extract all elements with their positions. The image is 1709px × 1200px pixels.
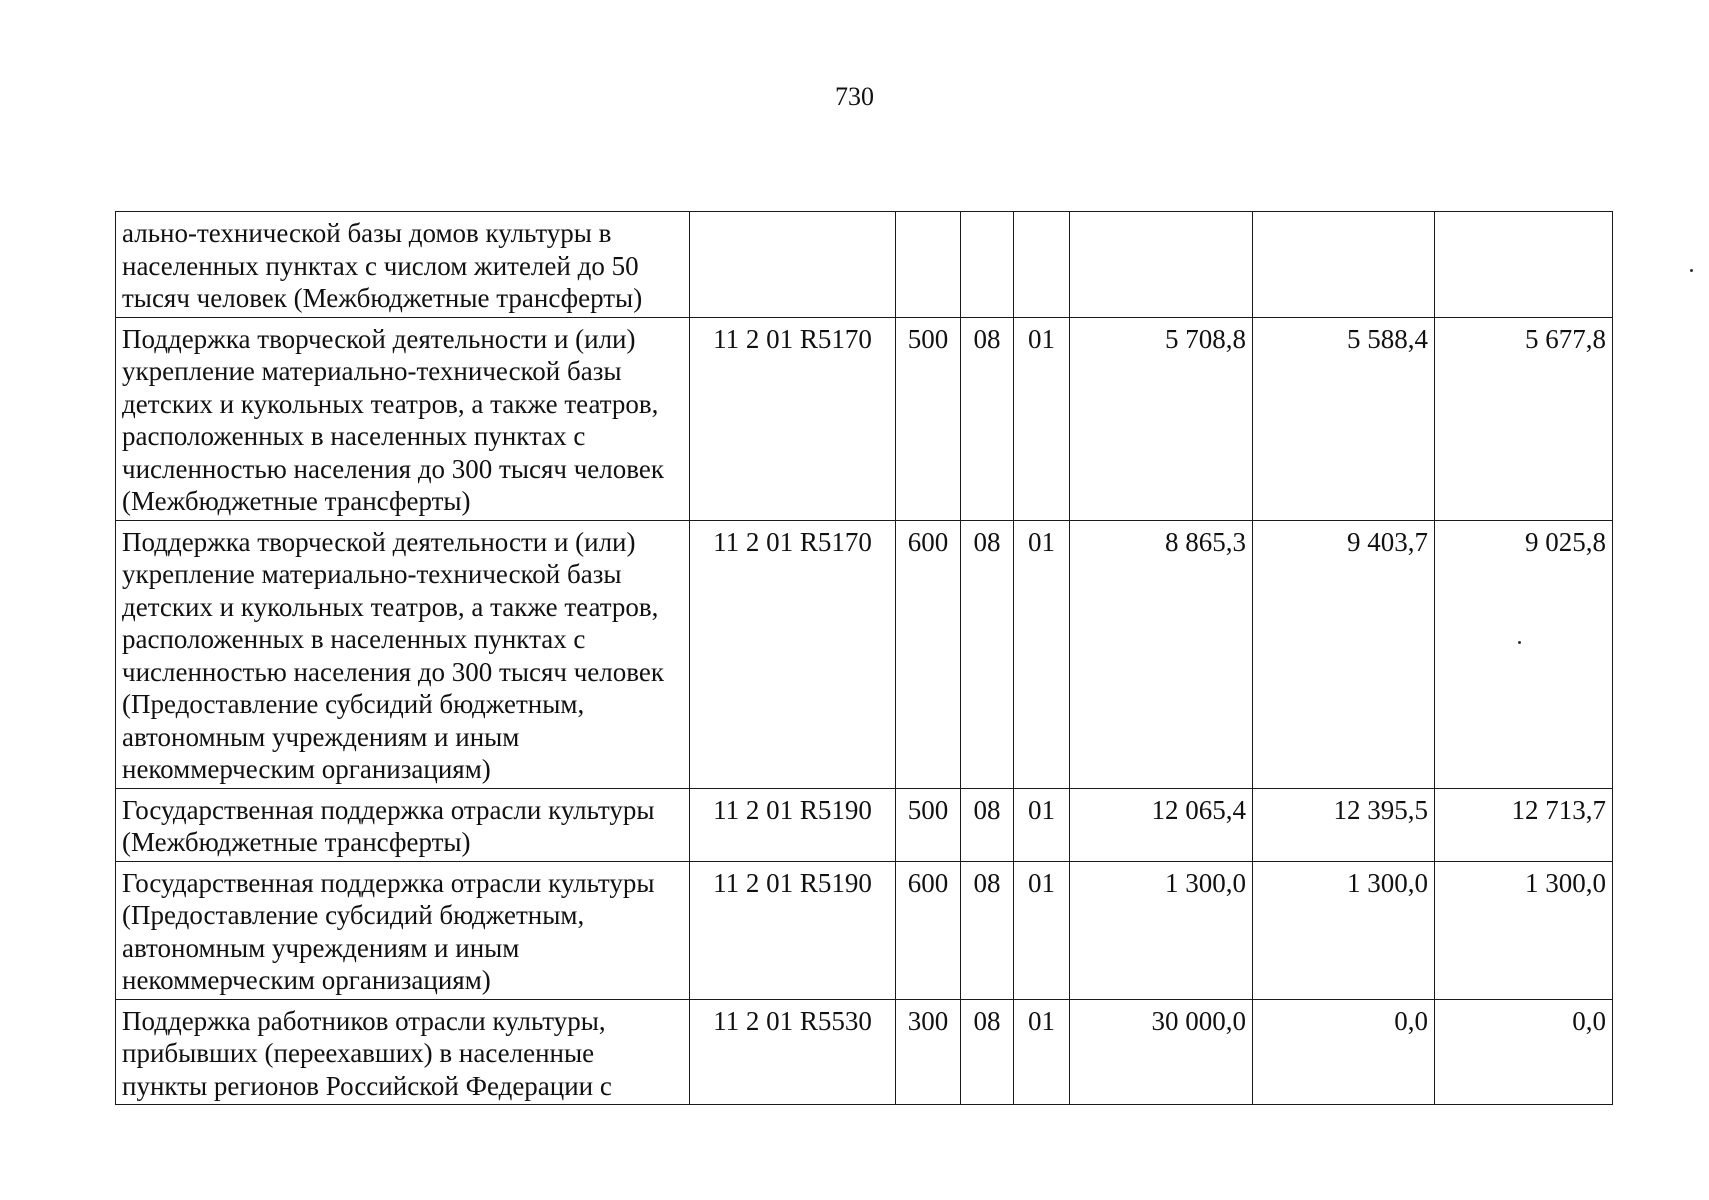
- table-row: [116, 212, 1613, 318]
- cell-amount-year1: 12 065,4: [1070, 788, 1253, 861]
- cell-section: 08: [961, 861, 1014, 999]
- cell-section: 08: [961, 788, 1014, 861]
- cell-amount-year1: 30 000,0: [1070, 999, 1253, 1105]
- cell-expense-type: 600: [896, 861, 961, 999]
- cell-target-article: 11 2 01 R5170: [690, 520, 896, 788]
- scan-speck: [1518, 641, 1521, 644]
- cell-target-article: 11 2 01 R5530: [690, 999, 896, 1105]
- cell-description: Поддержка творческой деятельности и (или) укрепление материально-технической базы детских и кукольных театров, а также театров, расположенных в населенных пунктах с численностью населения до 300 тысяч человек (Предоставление субсидий бюджетным, автономным учреждениям и иным некоммерческим организациям): [116, 520, 690, 788]
- cell-amount-year3: 9 025,8: [1435, 520, 1613, 788]
- cell-subsection: [1014, 212, 1070, 318]
- table-row: [116, 317, 1613, 520]
- table-row: [116, 861, 1613, 999]
- cell-amount-year3: 0,0: [1435, 999, 1613, 1105]
- table-row: [116, 788, 1613, 861]
- cell-amount-year1: 5 708,8: [1070, 317, 1253, 520]
- cell-target-article: 11 2 01 R5190: [690, 861, 896, 999]
- cell-target-article: [690, 212, 896, 318]
- cell-amount-year2: 1 300,0: [1253, 861, 1435, 999]
- cell-expense-type: 500: [896, 317, 961, 520]
- cell-subsection: 01: [1014, 317, 1070, 520]
- cell-expense-type: 300: [896, 999, 961, 1105]
- cell-amount-year3: 12 713,7: [1435, 788, 1613, 861]
- cell-section: 08: [961, 520, 1014, 788]
- cell-subsection: 01: [1014, 861, 1070, 999]
- scan-speck: [1690, 269, 1693, 272]
- table-row: [116, 999, 1613, 1105]
- table-row: [116, 520, 1613, 788]
- cell-description: Государственная поддержка отрасли культуры (Межбюджетные трансферты): [116, 788, 690, 861]
- cell-amount-year3: 5 677,8: [1435, 317, 1613, 520]
- cell-amount-year2: 5 588,4: [1253, 317, 1435, 520]
- cell-target-article: 11 2 01 R5190: [690, 788, 896, 861]
- page-number: 730: [835, 82, 874, 111]
- cell-amount-year2: 9 403,7: [1253, 520, 1435, 788]
- cell-section: 08: [961, 317, 1014, 520]
- cell-subsection: 01: [1014, 999, 1070, 1105]
- cell-amount-year1: 8 865,3: [1070, 520, 1253, 788]
- cell-expense-type: [896, 212, 961, 318]
- cell-amount-year2: 0,0: [1253, 999, 1435, 1105]
- budget-table: [115, 211, 1613, 1105]
- cell-target-article: 11 2 01 R5170: [690, 317, 896, 520]
- cell-amount-year3: [1435, 212, 1613, 318]
- cell-amount-year1: 1 300,0: [1070, 861, 1253, 999]
- cell-subsection: 01: [1014, 788, 1070, 861]
- cell-description: Государственная поддержка отрасли культуры (Предоставление субсидий бюджетным, автономным учреждениям и иным некоммерческим организациям): [116, 861, 690, 999]
- cell-section: 08: [961, 999, 1014, 1105]
- cell-section: [961, 212, 1014, 318]
- cell-description: ально-технической базы домов культуры в населенных пунктах с числом жителей до 50 тысяч человек (Межбюджетные трансферты): [116, 212, 690, 318]
- cell-expense-type: 500: [896, 788, 961, 861]
- cell-amount-year1: [1070, 212, 1253, 318]
- table-body: [116, 212, 1613, 1105]
- cell-description: Поддержка работников отрасли культуры, прибывших (переехавших) в населенные пункты регионов Российской Федерации с: [116, 999, 690, 1105]
- cell-expense-type: 600: [896, 520, 961, 788]
- cell-amount-year2: [1253, 212, 1435, 318]
- cell-amount-year3: 1 300,0: [1435, 861, 1613, 999]
- cell-description: Поддержка творческой деятельности и (или) укрепление материально-технической базы детских и кукольных театров, а также театров, расположенных в населенных пунктах с численностью населения до 300 тысяч человек (Межбюджетные трансферты): [116, 317, 690, 520]
- cell-amount-year2: 12 395,5: [1253, 788, 1435, 861]
- cell-subsection: 01: [1014, 520, 1070, 788]
